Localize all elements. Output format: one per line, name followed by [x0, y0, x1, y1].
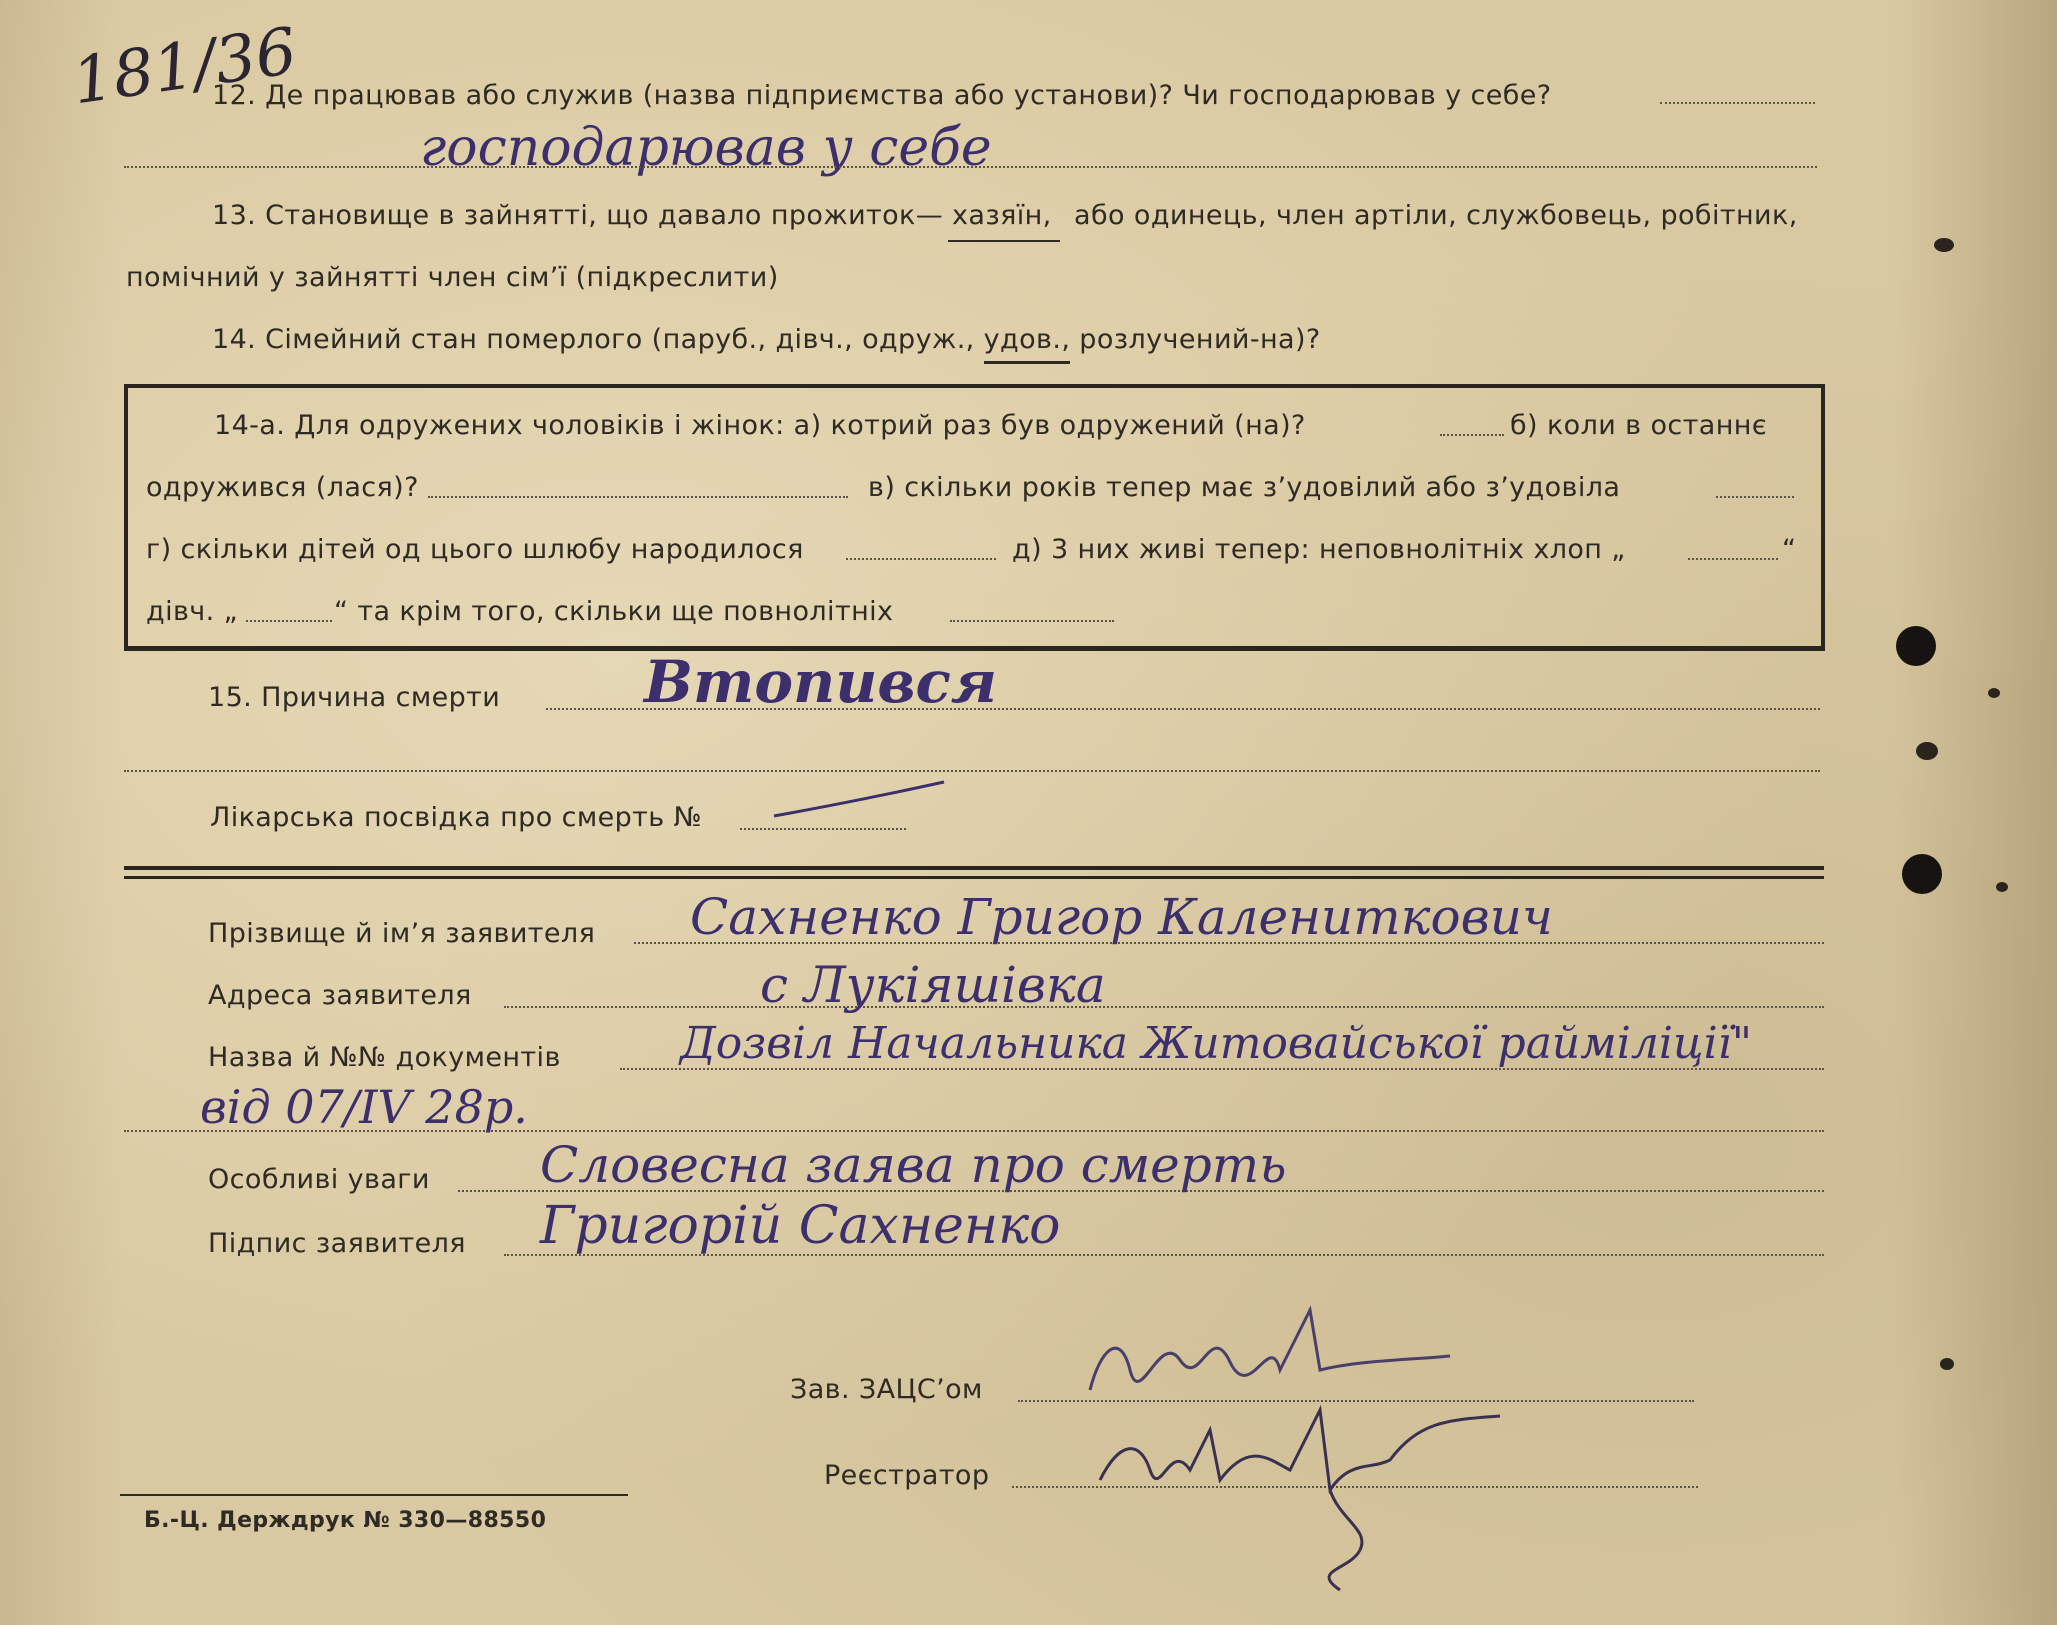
q14a-dots-g	[950, 620, 1114, 622]
q13-underline	[948, 240, 1060, 242]
registrar-signature	[1090, 1400, 1510, 1600]
q14a-line2a: одружився (лася)?	[146, 472, 419, 503]
head-signature	[1080, 1290, 1460, 1410]
q14-widowed: удов.,	[984, 324, 1071, 364]
q12-answer: господарював у себе	[420, 118, 992, 178]
margin-note: 181/36	[67, 14, 302, 120]
q14a-line3a: г) скільки дітей од цього шлюбу народилося	[146, 534, 804, 565]
binder-hole-2	[1902, 854, 1942, 894]
registrar-label: Реєстратор	[824, 1460, 990, 1491]
q14a-dots-a	[1440, 434, 1504, 436]
q14a-line1b: б) коли в останнє	[1510, 410, 1768, 441]
applicant-docs-value-2: від 07/IV 28р.	[200, 1080, 528, 1134]
applicant-name-label: Прізвище й ім’я заявителя	[208, 918, 596, 949]
q14a-dots-c	[1716, 496, 1794, 498]
q14a-dots-f	[246, 620, 332, 622]
applicant-docs-value-1: Дозвіл Начальника Житовайської райміліції"	[680, 1018, 1752, 1069]
applicant-signature: Григорій Сахненко	[540, 1196, 1061, 1256]
speck-3	[1988, 688, 2000, 698]
q13-label-b: помічний у зайнятті член сім’ї (підкреслити)	[126, 262, 779, 293]
speck-1	[1934, 238, 1954, 252]
q14a-line3b: д) 3 них живі тепер: неповнолітніх хлоп „	[1012, 534, 1626, 565]
q14-prefix: 14. Сімейний стан померлого (паруб., дівч., одруж.,	[212, 324, 975, 355]
q14a-line3c: “	[1782, 534, 1797, 565]
speck-5	[1996, 882, 2008, 892]
speck-4	[1940, 1358, 1954, 1370]
q14a-dots-d	[846, 558, 996, 560]
footer-rule	[120, 1494, 628, 1496]
q15-dots-2	[124, 770, 1820, 772]
q14a-line2b: в) скільки років тепер має з’удовілий або з’удовіла	[868, 472, 1621, 503]
med-cert-dash	[770, 776, 950, 826]
q14a-line4b: “ та крім того, скільки ще повнолітніх	[334, 596, 894, 627]
applicant-address-label: Адреса заявителя	[208, 980, 472, 1011]
q14a-line4a: дівч. „	[146, 596, 238, 627]
med-cert-label: Лікарська посвідка про смерть №	[210, 802, 703, 833]
q12-dots	[1660, 102, 1815, 104]
q14-suffix: розлучений-на)?	[1079, 324, 1321, 355]
q13-option-owner: хазяїн,	[952, 200, 1052, 231]
double-rule-top	[124, 866, 1824, 870]
q14-label	[212, 324, 1321, 355]
q14a-line1a: 14-а. Для одружених чоловіків і жінок: а) котрий раз був одружений (на)?	[214, 410, 1306, 441]
head-registry-label: Зав. ЗАЦС’ом	[790, 1374, 983, 1405]
q12-answer-dots	[124, 166, 1817, 168]
applicant-name-value: Сахненко Григор Калениткович	[690, 888, 1554, 946]
q15-answer: Втопився	[644, 648, 997, 716]
applicant-docs-label: Назва й №№ документів	[208, 1042, 561, 1073]
q15-dots	[546, 708, 1820, 710]
binder-hole-1	[1896, 626, 1936, 666]
q12-label: 12. Де працював або служив (назва підприємства або установи)? Чи господарював у себе?	[212, 80, 1552, 111]
applicant-sign-label: Підпис заявителя	[208, 1228, 466, 1259]
q13-options-rest: або одинець, член артіли, службовець, робітник,	[1074, 200, 1798, 231]
med-cert-dots	[740, 828, 906, 830]
q15-label: 15. Причина смерти	[208, 682, 501, 713]
applicant-address-value: с Лукіяшівка	[760, 956, 1106, 1014]
q14a-dots-e	[1688, 558, 1778, 560]
q14a-dots-b	[428, 496, 848, 498]
speck-2	[1916, 742, 1938, 760]
footer-imprint: Б.-Ц. Держдрук № 330—88550	[144, 1508, 547, 1533]
applicant-address-dots	[504, 1006, 1824, 1008]
double-rule-bottom	[124, 876, 1824, 879]
q13-label: 13. Становище в зайнятті, що давало прожиток—	[212, 200, 944, 231]
applicant-notes-label: Особливі уваги	[208, 1164, 430, 1195]
applicant-notes-value: Словесна заява про смерть	[540, 1136, 1287, 1194]
